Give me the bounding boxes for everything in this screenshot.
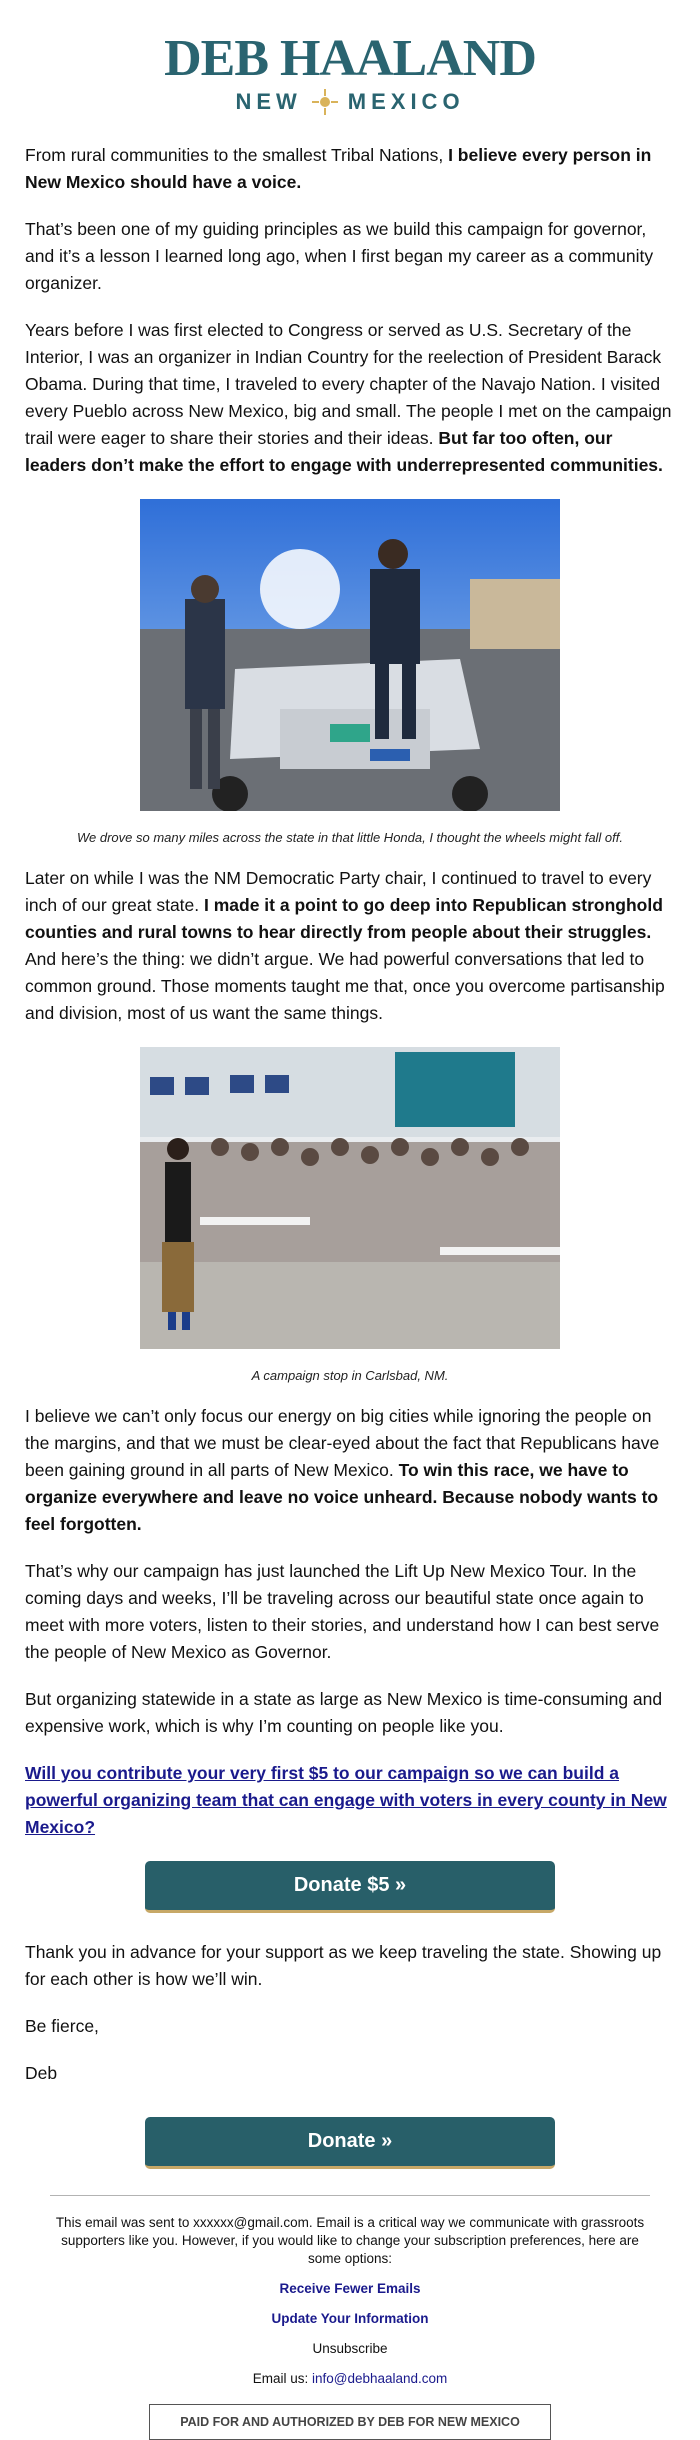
zia-sun-icon [312, 89, 338, 115]
signoff: Be fierce, [25, 2016, 99, 2036]
donate-button[interactable]: Donate » [145, 2117, 555, 2169]
paragraph-5: I believe we can’t only focus our energy on big cities while ignoring the people on the margins, and that we must be clear-eyed about the fact that Republicans have been gaining ground in all parts of New Mexico. To win this race, we have to organize everywhere and leave no voice unheard. Because nobody wants to feel forgotten. [25, 1406, 660, 1534]
cta-link[interactable]: Will you contribute your very first $5 to our campaign so we can build a powerful organizing team that can engage with voters in every county in New Mexico? [25, 1763, 667, 1837]
email-link[interactable]: info@debhaaland.com [311, 2371, 448, 2386]
unsubscribe-link[interactable]: Unsubscribe [312, 2341, 388, 2356]
logo-sub-left: NEW [235, 89, 302, 114]
update-info-link[interactable]: Update Your Information [271, 2311, 429, 2326]
paragraph-2: That’s been one of my guiding principles as we build this campaign for governor, and it’s a lesson I learned long ago, when I first began my career as a community organizer. [25, 219, 654, 293]
footer [0, 2214, 700, 2440]
receive-fewer-emails-link[interactable]: Receive Fewer Emails [279, 2281, 421, 2296]
signature: Deb [25, 2063, 58, 2083]
figure-carlsbad [25, 1047, 675, 1385]
donate-5-button[interactable]: Donate $5 » [145, 1861, 555, 1913]
logo-sub-right: MEXICO [347, 89, 465, 114]
figure-car [25, 499, 675, 847]
header [0, 0, 700, 122]
caption-car: We drove so many miles across the state in that little Honda, I thought the wheels might fall off. [76, 830, 624, 845]
paragraph-8: Thank you in advance for your support as we keep traveling the state. Showing up for each other is how we’ll win. [25, 1942, 662, 1989]
footer-divider [50, 2195, 650, 2196]
donate5-wrap [0, 1861, 700, 1913]
logo-title: DEB HAALAND [164, 30, 536, 87]
logo-subtitle [235, 89, 464, 115]
paragraph-1: From rural communities to the smallest Tribal Nations, I believe every person in New Mexico should have a voice. [25, 145, 652, 192]
footer-email: Email us: info@debhaaland.com [252, 2371, 448, 2386]
donate-wrap [0, 2117, 700, 2169]
paragraph-7: But organizing statewide in a state as large as New Mexico is time-consuming and expensive work, which is why I’m counting on people like you. [25, 1689, 663, 1736]
car-photo [140, 499, 560, 811]
carlsbad-photo [140, 1047, 560, 1349]
paragraph-4: Later on while I was the NM Democratic Party chair, I continued to travel to every inch of our great state. I made it a point to go deep into Republican stronghold counties and rural towns to hear directly from people about their struggles. And here’s the thing: we didn’t argue. We had powerful conversations that led to common ground. Those moments taught me that, once you overcome partisanship and division, most of us want the same things. [25, 868, 665, 1023]
paid-for-disclaimer: PAID FOR AND AUTHORIZED BY DEB FOR NEW MEXICO [149, 2404, 551, 2440]
footer-notice: This email was sent to xxxxxx@gmail.com. Email is a critical way we communicate with grassroots supporters like you. However, if you would like to change your subscription preferences, here are some options: [55, 2215, 645, 2266]
paragraph-6: That’s why our campaign has just launched the Lift Up New Mexico Tour. In the coming days and weeks, I’ll be traveling across our beautiful state once again to meet with more voters, listen to their stories, and understand how I can best serve the people of New Mexico as Governor. [25, 1561, 660, 1662]
cta-paragraph [25, 1760, 675, 1841]
email-closing [0, 1939, 700, 2087]
email-body [0, 142, 700, 1841]
paragraph-3: Years before I was first elected to Congress or served as U.S. Secretary of the Interior, I was an organizer in Indian Country for the reelection of President Barack Obama. During that time, I traveled to every chapter of the Navajo Nation. I visited every Pueblo across New Mexico, big and small. The people I met on the campaign trail were eager to share their stories and their ideas. But far too often, our leaders don’t make the effort to engage with underrepresented communities. [25, 320, 672, 475]
caption-carlsbad: A campaign stop in Carlsbad, NM. [251, 1368, 449, 1383]
